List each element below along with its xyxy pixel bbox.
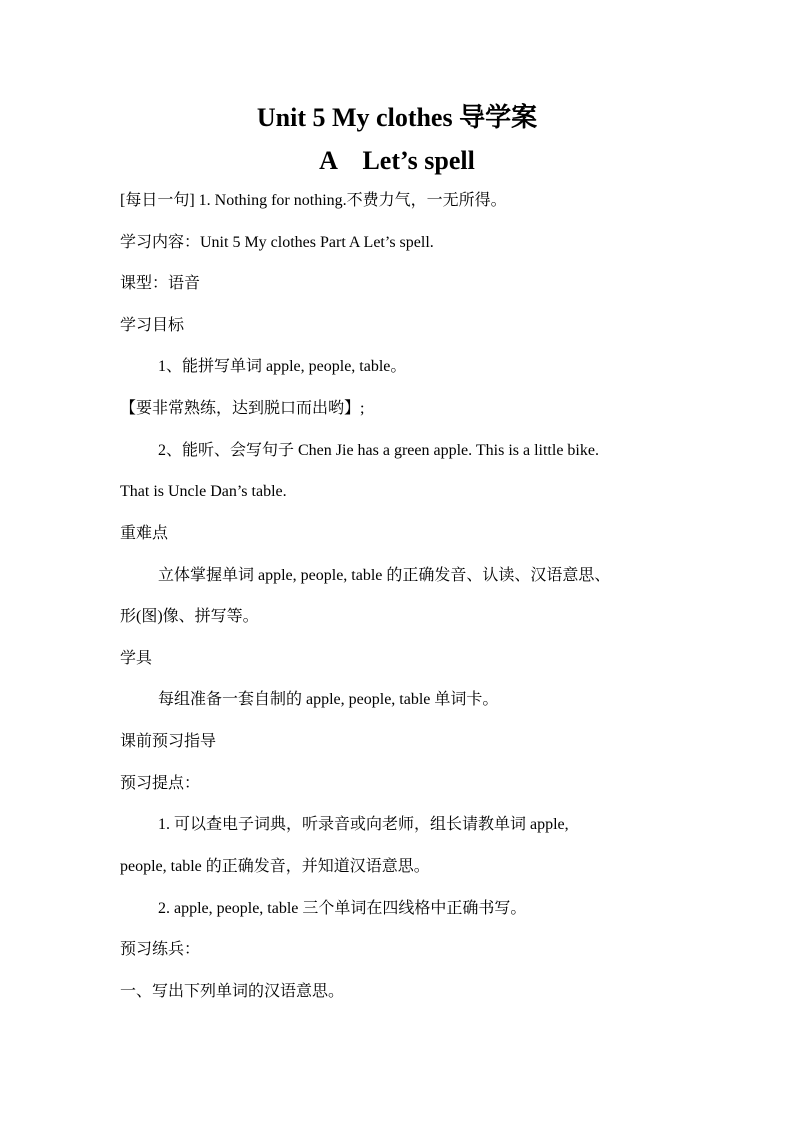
goal-2-line-2: That is Uncle Dan’s table. — [120, 483, 287, 500]
learning-content: 学习内容：Unit 5 My clothes Part A Let’s spell. — [120, 234, 434, 251]
tip-1-line-2: people, table 的正确发音，并知道汉语意思。 — [120, 858, 430, 875]
goals-heading: 学习目标 — [120, 317, 185, 334]
practice-heading: 预习练兵： — [120, 941, 201, 958]
key-points-line-2: 形(图)像、拼写等。 — [120, 608, 259, 625]
tips-heading: 预习提点： — [120, 775, 201, 792]
daily-motto: [每日一句] 1. Nothing for nothing.不费力气，一无所得。 — [120, 192, 507, 209]
exercise-1: 一、写出下列单词的汉语意思。 — [120, 983, 345, 1000]
goal-2-line-1: 2、能听、会写句子 Chen Jie has a green apple. This is a little bike. — [158, 442, 599, 459]
preview-heading: 课前预习指导 — [120, 733, 217, 750]
tip-1-line-1: 1. 可以查电子词典，听录音或向老师，组长请教单词 apple, — [158, 816, 569, 833]
tools-heading: 学具 — [120, 650, 153, 667]
goal-1: 1、能拼写单词 apple, people, table。 — [158, 358, 407, 375]
tools-text: 每组准备一套自制的 apple, people, table 单词卡。 — [158, 691, 499, 708]
key-points-heading: 重难点 — [120, 525, 169, 542]
doc-subtitle: A Let’s spell — [319, 146, 475, 175]
goal-1-note: 【要非常熟练，达到脱口而出哟】; — [120, 400, 365, 417]
doc-title: Unit 5 My clothes 导学案 — [256, 103, 538, 132]
tip-2: 2. apple, people, table 三个单词在四线格中正确书写。 — [158, 900, 527, 917]
key-points-line-1: 立体掌握单词 apple, people, table 的正确发音、认读、汉语意思、 — [158, 567, 611, 584]
lesson-type: 课型：语音 — [120, 275, 201, 292]
